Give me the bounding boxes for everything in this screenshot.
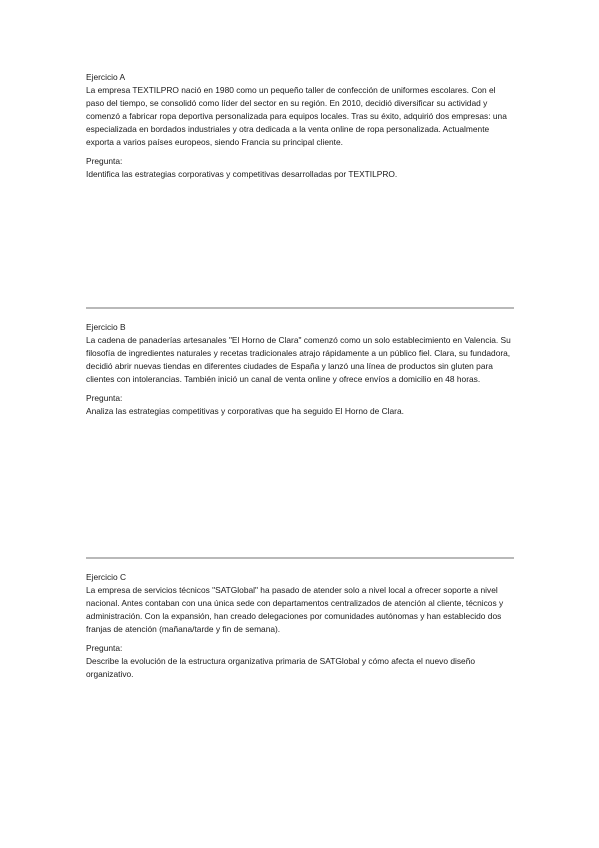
- exercise-title: Ejercicio A: [86, 72, 126, 82]
- exercise-statement: La empresa TEXTILPRO nació en 1980 como un pequeño taller de confección de uniformes escolares. Con el paso del tiempo, se consolidó como líder del sector en su región. En 2010, decidió diversificar su actividad y comenzó a fabricar ropa deportiva personalizada para equipos locales. Tras su éxito, adquirió dos empresas: una especializada en bordados industriales y otra dedicada a la venta online de ropa personalizada. Actualmente exporta a varios países europeos, siendo Francia su principal cliente.: [86, 85, 507, 147]
- question-label: Pregunta:: [86, 156, 123, 166]
- section-divider: [86, 557, 514, 559]
- question-label: Pregunta:: [86, 643, 123, 653]
- question-text: Describe la evolución de la estructura organizativa primaria de SATGlobal y cómo afecta el nuevo diseño organizativo.: [86, 656, 476, 679]
- question-text: Analiza las estrategias competitivas y corporativas que ha seguido El Horno de Clara.: [86, 406, 404, 416]
- exercise-a: [86, 71, 516, 181]
- question-text: Identifica las estrategias corporativas y competitivas desarrolladas por TEXTILPRO.: [86, 169, 398, 179]
- exercise-c: [86, 571, 516, 681]
- exercise-statement: La cadena de panaderías artesanales "El Horno de Clara" comenzó como un solo establecimiento en Valencia. Su filosofía de ingredientes naturales y recetas tradicionales atrajo rápidamente a un público fiel. Clara, su fundadora, decidió abrir nuevas tiendas en diferentes ciudades de España y lanzó una línea de productos sin gluten para clientes con intolerancias. También inició un canal de venta online y ofrece envíos a domicilio en 48 horas.: [86, 335, 511, 384]
- exercise-title: Ejercicio C: [86, 572, 127, 582]
- exercise-statement: La empresa de servicios técnicos "SATGlobal" ha pasado de atender solo a nivel local a ofrecer soporte a nivel nacional. Antes contaban con una única sede con departamentos centralizados de atención al cliente, técnicos y administración. Con la expansión, han creado delegaciones por comunidades autónomas y han establecido dos franjas de atención (mañana/tarde y fin de semana).: [86, 585, 504, 634]
- exercise-title: Ejercicio B: [86, 322, 126, 332]
- question-label: Pregunta:: [86, 393, 123, 403]
- exercise-b: [86, 321, 516, 418]
- section-divider: [86, 307, 514, 309]
